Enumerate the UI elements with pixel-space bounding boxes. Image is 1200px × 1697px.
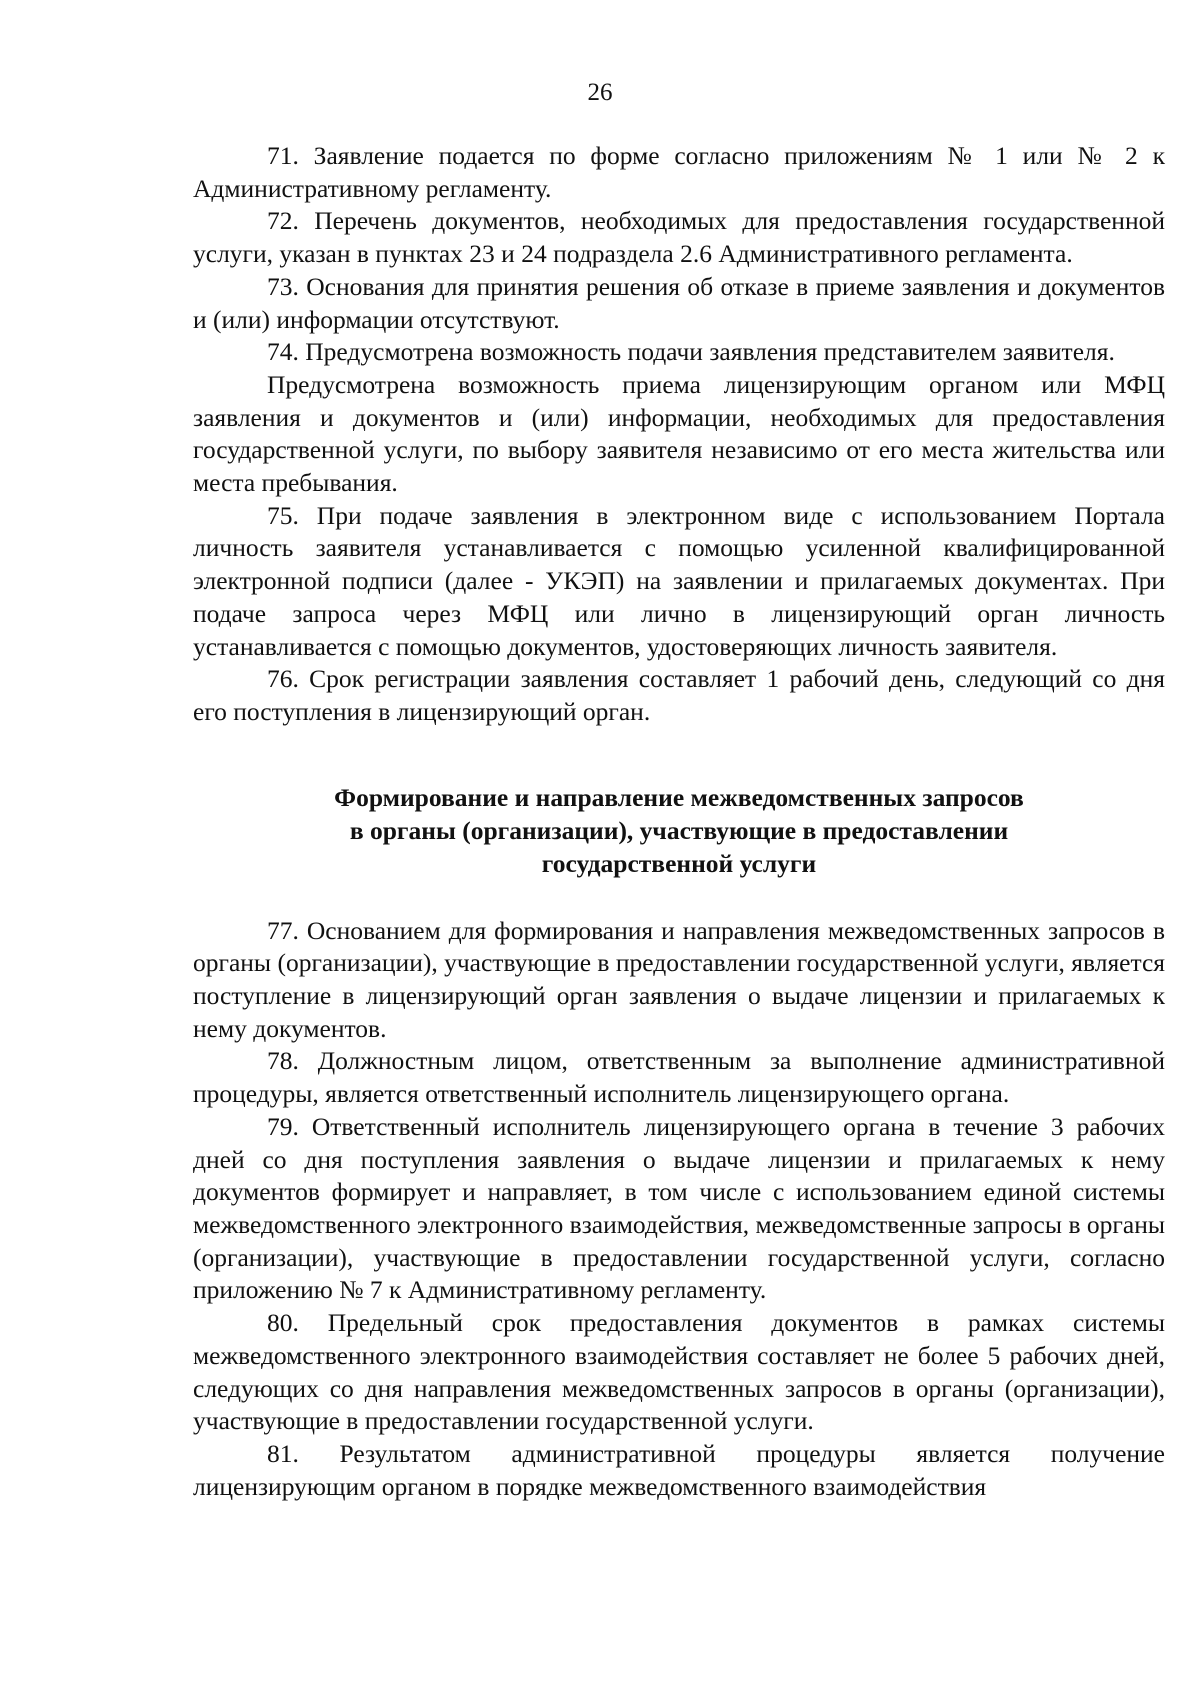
paragraph-78: 78. Должностным лицом, ответственным за выполнение административной процедуры, является ответственный исполнитель лицензирующего органа.: [193, 1046, 1165, 1109]
paragraph-74-continued: Предусмотрена возможность приема лицензирующим органом или МФЦ заявления и документов и (или) информации, необходимых для предоставления государственной услуги, по выбору заявителя независимо от его места жительства или места пребывания.: [193, 369, 1165, 498]
section-heading-line-3: государственной услуги: [541, 848, 817, 878]
paragraph-71: 71. Заявление подается по форме согласно приложениям № 1 или № 2 к Административному регламенту.: [193, 141, 1165, 203]
paragraph-75: 75. При подаче заявления в электронном виде с использованием Портала личность заявителя устанавливается с помощью усиленной квалифицированной электронной подписи (далее - УКЭП) на заявлении и прилагаемых документах. При подаче запроса через МФЦ или лично в лицензирующий орган личность устанавливается с помощью документов, удостоверяющих личность заявителя.: [193, 500, 1165, 661]
paragraph-77: 77. Основанием для формирования и направления межведомственных запросов в органы (организации), участвующие в предоставлении государственной услуги, является поступление в лицензирующий орган заявления о выдаче лицензии и прилагаемых к нему документов.: [193, 915, 1165, 1043]
paragraph-76: 76. Срок регистрации заявления составляет 1 рабочий день, следующий со дня его поступления в лицензирующий орган.: [193, 664, 1165, 726]
paragraph-81: 81. Результатом административной процедуры является получение лицензирующим органом в порядке межведомственного взаимодействия: [193, 1438, 1165, 1501]
paragraph-72: 72. Перечень документов, необходимых для предоставления государственной услуги, указан в пунктах 23 и 24 подраздела 2.6 Административного регламента.: [193, 206, 1165, 269]
section-heading-line-1: Формирование и направление межведомственных запросов: [334, 782, 1024, 812]
paragraph-80: 80. Предельный срок предоставления документов в рамках системы межведомственного электронного взаимодействия составляет не более 5 рабочих дней, следующих со дня направления межведомственных запросов в органы (организации), участвующие в предоставлении государственной услуги.: [193, 1308, 1165, 1436]
section-heading-line-2: в органы (организации), участвующие в предоставлении: [349, 815, 1009, 845]
document-body: [193, 140, 1165, 1503]
page-number: 26: [587, 79, 613, 106]
paragraph-74: 74. Предусмотрена возможность подачи заявления представителем заявителя.: [267, 337, 1115, 367]
section-heading: [193, 781, 1165, 880]
paragraph-79: 79. Ответственный исполнитель лицензирующего органа в течение 3 рабочих дней со дня поступления заявления о выдаче лицензии и прилагаемых к нему документов формирует и направляет, в том числе с использованием единой системы межведомственного электронного взаимодействия, межведомственные запросы в органы (организации), участвующие в предоставлении государственной услуги, согласно приложению № 7 к Административному регламенту.: [193, 1111, 1165, 1305]
paragraph-73: 73. Основания для принятия решения об отказе в приеме заявления и документов и (или) информации отсутствуют.: [193, 271, 1165, 334]
